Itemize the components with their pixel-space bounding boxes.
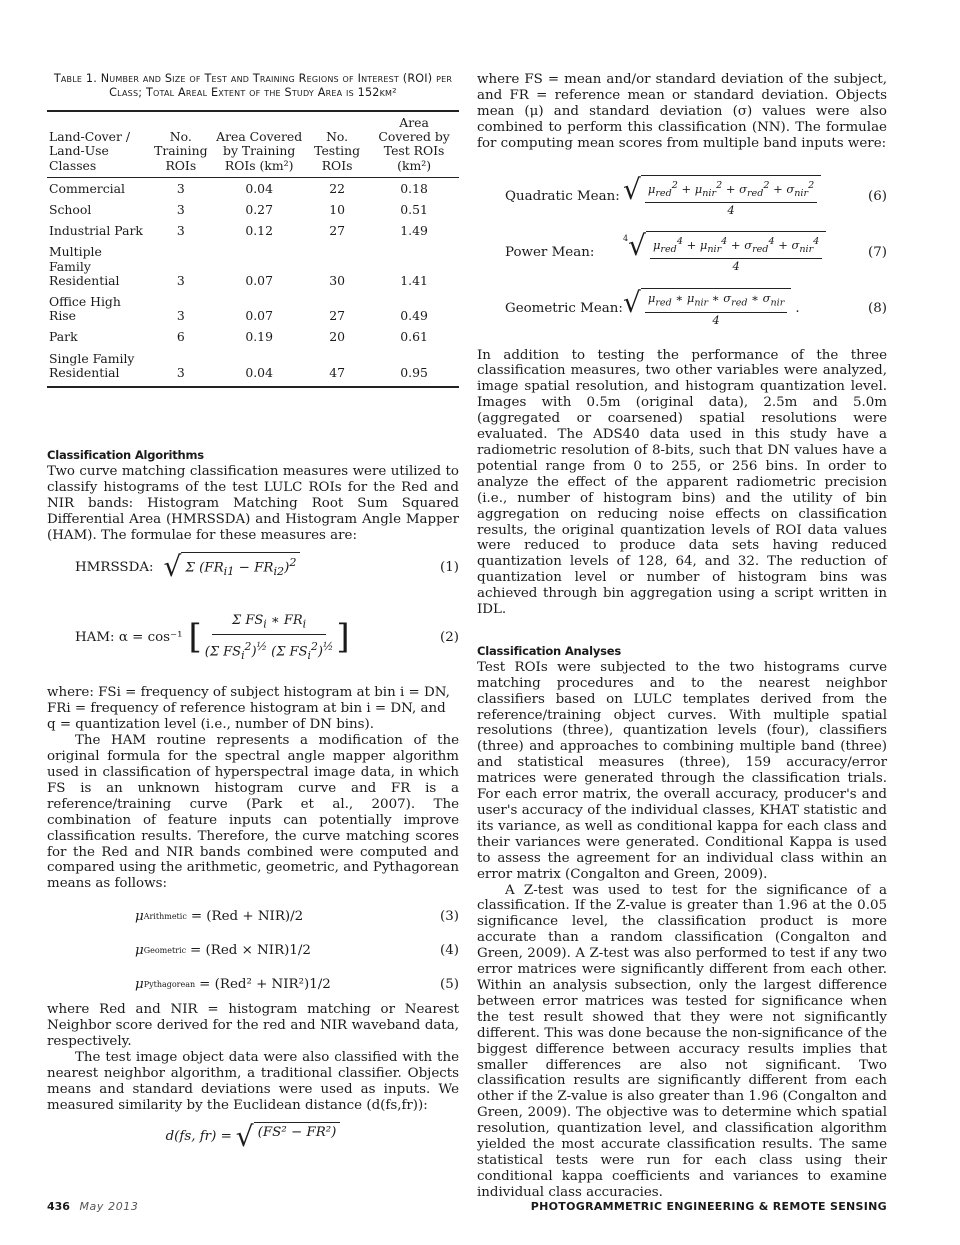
equation-rhs: = (Red + NIR)/2: [190, 909, 304, 925]
table-header: Area Covered by Test ROIs (km²): [378, 115, 450, 173]
section-heading: Classification Algorithms: [47, 448, 204, 463]
right-bracket: ]: [336, 617, 350, 658]
paragraph: where: FSi = frequency of subject histogram at bin i = DN,: [47, 685, 450, 701]
equation-number: (3): [440, 909, 459, 925]
paragraph: The test image object data were also classified with the nearest neighbor algorithm, a traditional classifier. Objects means and standard deviations were used as inputs. We measured similarity by the Euclidean distance (d(fs,fr)):: [47, 1049, 459, 1113]
table-row: [47, 220, 459, 241]
sqrt-expression: √ (FS² − FR²): [236, 1122, 341, 1152]
table-cell: 0.27: [245, 202, 273, 218]
paragraph: where Red and NIR = histogram matching or Nearest Neighbor score derived for the red and NIR waveband data, respectively.: [47, 1002, 459, 1050]
table-row: [47, 348, 459, 387]
equation-7: [477, 228, 887, 278]
table-cell: 0.07: [245, 272, 273, 288]
table-cell: Multiple Family Residential: [49, 244, 120, 288]
table-cell: Single Family Residential: [47, 348, 148, 387]
table-cell: Industrial Park: [49, 223, 143, 239]
equation-number: (6): [868, 188, 887, 204]
mu-symbol: μ: [135, 909, 144, 925]
table-cell: 6: [176, 329, 185, 345]
table-cell: 27: [329, 308, 345, 324]
equation-distance: [47, 1119, 459, 1153]
table-header: Area Covered by Training ROIs (km²): [216, 129, 303, 173]
mu-symbol: μ: [135, 943, 144, 959]
table-header: No. Testing ROIs: [314, 129, 361, 173]
section-heading: Classification Analyses: [477, 643, 622, 658]
table-cell: 22: [329, 180, 345, 196]
equation-6: [477, 172, 887, 222]
right-column: [477, 72, 887, 1201]
paragraph: A Z-test was used to test for the significance of a classification. If the Z-value is greater than 1.96 at the 0.05 significance level, the classification product is more accurate than a random classification (Congalton and Green, 2009). A Z-test was also performed to test if any two error matrices were significantly different from each other. Within an analysis subsection, only the largest difference between error matrices was tested for significance when the test result showed that they were not significantly different. This was done because the non-significance of the biggest difference between accuracy results implies that smaller differences are also not significant. Two classification results are significantly different from each other if the Z-value is also greater than 1.96 (Congalton and Green, 2009). The objective was to determine which spatial resolution, quantization level, and classification algorithm yielded the most accurate classification results. The same statistical tests were run for each class using their conditional kappa coefficients and variances to examine individual class accuracies.: [477, 882, 887, 1200]
equation-number: (1): [440, 559, 459, 575]
page-number: 436: [47, 1200, 70, 1213]
table-cell: 3: [176, 202, 185, 218]
table-cell: 1.49: [400, 223, 428, 239]
paragraph: q = quantization level (i.e., number of DN bins).: [47, 717, 375, 733]
equation-label: HAM: α = cos⁻¹: [75, 629, 183, 645]
left-column: [47, 72, 459, 1152]
equation-label: Power Mean:: [505, 244, 595, 260]
table-cell: 1.41: [400, 272, 428, 288]
table-row: [47, 291, 459, 326]
equation-label: Geometric Mean:: [505, 300, 623, 316]
table-cell: 0.07: [245, 308, 273, 324]
table-cell: Park: [49, 329, 78, 345]
table-cell: 3: [176, 223, 185, 239]
equation-number: (4): [440, 943, 459, 959]
equation-rhs: = (Red² + NIR²)1/2: [199, 977, 331, 993]
table-cell: 27: [329, 223, 345, 239]
paragraph: Test ROIs were subjected to the two histograms curve matching procedures and to the nearest neighbor classifiers based on LULC templates derived from the reference/training object curves. With multiple spatial resolutions (three), quantization levels (four), classifiers (three) and approaches to combining multiple band (three) and statistical measures (three), 159 accuracy/error matrices were generated through the classification trials. For each error matrix, the overall accuracy, producer's and user's accuracy of the individual classes, KHAT statistic and its variance, as well as conditional kappa for each class and their variances were generated. Conditional Kappa is used to assess the agreement for an individual class within an error matrix (Congalton and Green, 2009).: [477, 659, 887, 882]
paragraph: Two curve matching classification measures were utilized to classify histograms of the test LULC ROIs for the Red and NIR bands: Histogram Matching Root Sum Squared Differential Area (HMRSSDA) and Histogram Angle Mapper (HAM). The formulae for these measures are:: [47, 463, 459, 543]
table-row: [47, 326, 459, 347]
table-cell: Office High Rise: [49, 294, 121, 324]
table-cell: 0.49: [400, 308, 428, 324]
denominator: 4: [712, 312, 720, 327]
table-cell: 0.12: [245, 223, 273, 239]
table-row: [47, 199, 459, 220]
table-header: Land-Cover / Land-Use Classes: [49, 129, 131, 173]
equation-2: [47, 597, 459, 677]
paragraph: In addition to testing the performance of the three classification measures, two other variables were analyzed, image spatial resolution, and histogram quantization level. Images with 0.5m (original data), 2.5m and 5.0m (aggregated or coarsened) spatial resolutions were evaluated. The ADS40 data used in this study have a radiometric resolution of 8-bits, such that DN values have a potential range from 0 to 255, or 256 bins. In order to analyze the effect of the apparent radiometric precision (i.e., number of histogram bins) and the utility of bin aggregation on reducing noise effects on classification results, the original quantization levels of ROI data values were reduced to produce data sets having reduced quantization levels of 128, 64, and 32. The reduction of quantization level or number of histogram bins was achieved through bin aggregation using a script written in IDL.: [477, 347, 887, 618]
table-cell: 0.61: [400, 329, 428, 345]
left-bracket: [: [188, 617, 202, 658]
power-mean-expression: 4 √ $\frac{\mu_{red}^4 + \mu_{nir}^4 + \sigma_{red}^4 + \sigma_{nir}^4}{4}$: [623, 231, 826, 275]
sqrt-sum-expression: √ Σ $(FR_{i1} - FR_{i2})^2$: [164, 552, 301, 582]
equation-number: (5): [440, 977, 459, 993]
table-cell: School: [49, 202, 92, 218]
mu-symbol: μ: [135, 977, 144, 993]
table-cell: 30: [329, 272, 345, 288]
table-caption: Table 1. Number and Size of Test and Training Regions of Interest (ROI) per Class; Total Areal Extent of the Study Area is 152km²: [53, 72, 453, 99]
geometric-mean-expression: √ $\frac{\mu_{red} ∗ \mu_{nir} ∗ \sigma_{red} ∗ \sigma_{nir}}{4}$: [623, 288, 791, 328]
denominator: 4: [732, 258, 740, 273]
table-cell: 47: [305, 348, 369, 387]
table-cell: 20: [329, 329, 345, 345]
table-cell: 0.95: [369, 348, 459, 387]
table-cell: 0.19: [245, 329, 273, 345]
sqrt-body: (FS² − FR²): [254, 1122, 341, 1152]
equation-subscript: Arithmetic: [143, 912, 187, 922]
equation-5: [47, 970, 459, 1000]
roi-table: [47, 110, 459, 388]
equation-3: [47, 902, 459, 932]
equation-label: HMRSSDA:: [75, 559, 154, 575]
table-cell: 0.04: [245, 180, 273, 196]
journal-name: PHOTOGRAMMETRIC ENGINEERING & REMOTE SENSING: [530, 1200, 887, 1213]
table-cell: 0.04: [213, 348, 305, 387]
table-row: [47, 241, 459, 291]
paragraph: The HAM routine represents a modification of the original formula for the spectral angle mapper algorithm used in classification of hyperspectral image data, in which FS is an unknown histogram curve and FR is a reference/training curve (Park et al., 2007). The combination of feature inputs can potentially improve classification results. Therefore, the curve matching scores for the Red and NIR bands combined were computed and compared using the arithmetic, geometric, and Pythagorean means as follows:: [47, 733, 459, 892]
paragraph: where FS = mean and/or standard deviation of the subject, and FR = reference mean or standard deviation. Objects mean (μ) and standard deviation (σ) values were also combined to perform this classification (NN). The formulae for computing mean scores from multiple band inputs were:: [477, 72, 887, 151]
table-cell: 0.18: [400, 180, 428, 196]
equation-subscript: Geometric: [143, 946, 187, 956]
page-footer-left: [47, 1200, 139, 1213]
table-cell: 0.51: [400, 202, 428, 218]
table-header-row: [47, 111, 459, 177]
table-cell: 3: [148, 348, 213, 387]
quadratic-mean-expression: √ $\frac{\mu_{red}^2 + \mu_{nir}^2 + \sigma_{red}^2 + \sigma_{nir}^2}{4}$: [623, 175, 821, 219]
equation-1: [47, 549, 459, 585]
table-cell: 3: [176, 180, 185, 196]
equation-label: d(fs, fr) =: [165, 1128, 232, 1144]
equation-number: (2): [440, 629, 459, 645]
table-cell: Commercial: [49, 180, 125, 196]
equation-number: (7): [868, 244, 887, 260]
table-cell: 3: [176, 308, 185, 324]
equation-8: Geometric Mean: √ $\frac{\mu_{red} ∗ \mu_{nir} ∗ \sigma_{red} ∗ \sigma_{nir}}{4}$ . (8): [505, 286, 887, 327]
ham-fraction: $\frac{\Sigma FS_i ∗ FR_i}{(\Sigma FS_i^2)^{\frac{1}{2}} (\Sigma FS_i^2)^{\frac{1}{2}}}$: [204, 612, 334, 663]
equation-rhs: = (Red × NIR)1/2: [190, 943, 311, 959]
equation-4: [47, 936, 459, 966]
table-row: [47, 177, 459, 199]
equation-label: Quadratic Mean:: [505, 188, 620, 204]
equation-number: (8): [868, 300, 887, 316]
denominator: 4: [727, 202, 735, 217]
equation-subscript: Pythagorean: [143, 980, 196, 990]
table-cell: 3: [176, 272, 185, 288]
paragraph: FRi = frequency of reference histogram at bin i = DN, and: [47, 701, 446, 717]
table-cell: 10: [329, 202, 345, 218]
table-header: No. Training ROIs: [154, 129, 208, 173]
issue-date: May 2013: [79, 1200, 139, 1213]
